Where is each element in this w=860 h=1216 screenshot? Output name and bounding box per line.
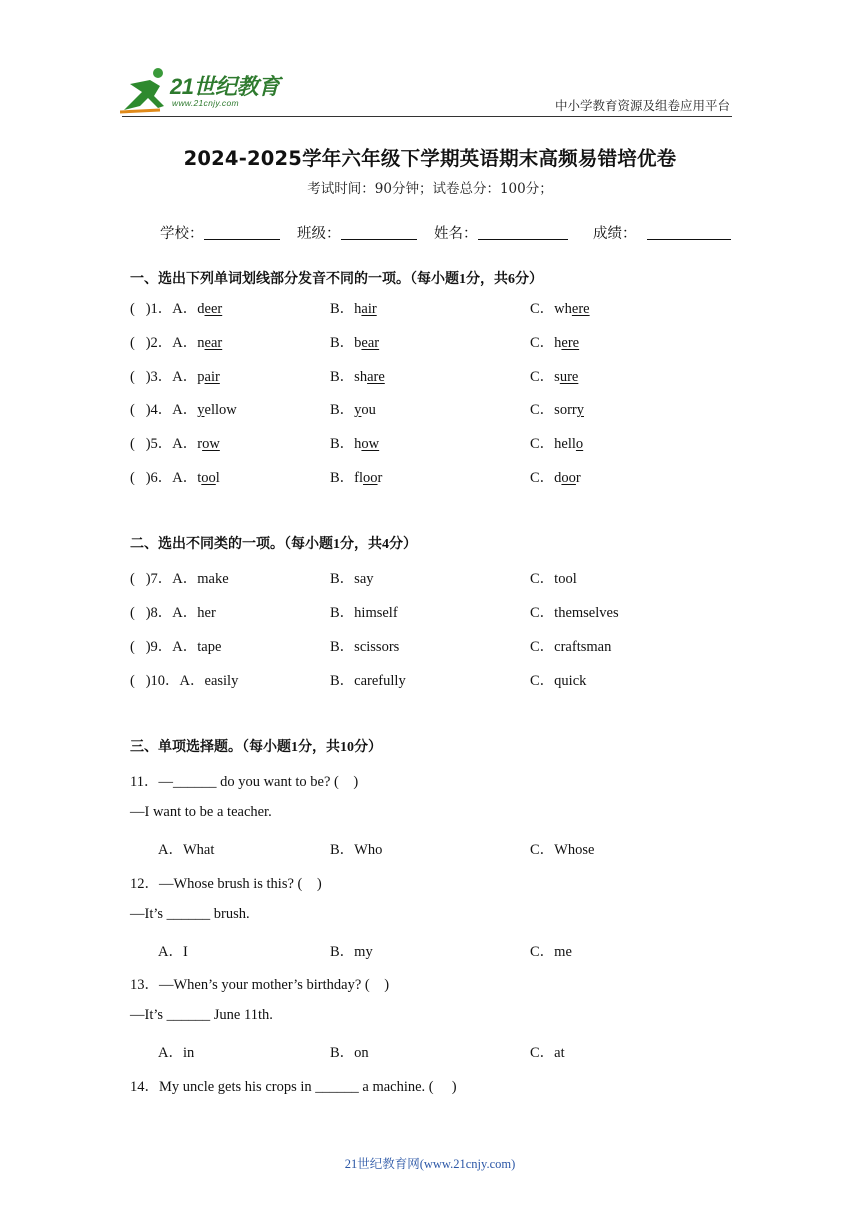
option-c: C．here xyxy=(530,335,580,351)
option-c[interactable]: C．at xyxy=(530,1045,565,1061)
option-c: C．sorry xyxy=(530,402,584,418)
question-13-options xyxy=(130,1041,730,1061)
question-row xyxy=(130,365,730,385)
option-c[interactable]: C．me xyxy=(530,944,572,960)
underlined-part: y xyxy=(576,402,584,418)
header-divider xyxy=(122,116,732,117)
option-c: C．where xyxy=(530,301,590,317)
option-a: ( )2．A．near xyxy=(130,335,223,351)
option-a: ( )4．A．yellow xyxy=(130,402,237,418)
underlined-part: ure xyxy=(559,369,579,385)
class-label: 班级： xyxy=(297,226,341,242)
option-b[interactable]: B．my xyxy=(330,944,373,960)
option-b: B．how xyxy=(330,436,380,452)
underlined-part: air xyxy=(361,301,377,317)
question-11: 11．—______ do you want to be? ( ) xyxy=(130,774,359,790)
underlined-part: air xyxy=(204,369,220,385)
question-12: 12．—Whose brush is this? ( ) xyxy=(130,876,322,892)
question-row: ( )8．A．her B．himself C．themselves xyxy=(130,605,619,621)
question-row: ( )10．A．easily B．carefully C．quick xyxy=(130,673,587,689)
question-12-options xyxy=(130,940,730,960)
question-13-reply: —It’s ______ June 11th. xyxy=(130,1007,273,1023)
question-row: ( )7．A．make B．say C．tool xyxy=(130,571,577,587)
underlined-part: are xyxy=(367,369,385,385)
option-a[interactable]: A．I xyxy=(158,944,188,960)
page-title: 2024-2025学年六年级下学期英语期末高频易错培优卷 xyxy=(183,147,677,170)
question-12-reply: —It’s ______ brush. xyxy=(130,906,250,922)
option-b[interactable]: B．Who xyxy=(330,842,383,858)
school-label: 学校： xyxy=(160,226,204,242)
underlined-part: oo xyxy=(363,470,378,486)
question-row: ( )9．A．tape B．scissors C．craftsman xyxy=(130,639,612,655)
exam-info: 考试时间：90分钟；试卷总分：100分； xyxy=(307,181,553,197)
underlined-part: eer xyxy=(204,301,223,317)
platform-name: 中小学教育资源及组卷应用平台 xyxy=(554,98,730,113)
underlined-part: oo xyxy=(201,470,216,486)
logo-text: 21世纪教育 xyxy=(170,74,280,99)
option-b: B．share xyxy=(330,369,385,385)
score-blank[interactable] xyxy=(647,225,731,240)
option-b: B．you xyxy=(330,402,376,418)
question-row xyxy=(130,398,730,418)
footer-link[interactable]: 21世纪教育网(www.21cnjy.com) xyxy=(344,1157,516,1171)
option-c: C．hello xyxy=(530,436,584,452)
section2-title: 二、选出不同类的一项。（每小题1分，共4分） xyxy=(130,536,417,552)
name-blank[interactable] xyxy=(478,225,568,240)
class-field xyxy=(297,222,417,243)
option-a: ( )5．A．row xyxy=(130,436,220,452)
underlined-part: ere xyxy=(561,335,580,351)
option-a: ( )6．A．tool xyxy=(130,470,220,486)
name-label: 姓名： xyxy=(434,226,478,242)
logo xyxy=(120,66,295,116)
underlined-part: ear xyxy=(204,335,223,351)
question-11-options xyxy=(130,838,730,858)
underlined-part: ow xyxy=(202,436,220,452)
name-field xyxy=(434,222,568,243)
question-row xyxy=(130,297,730,317)
option-b: B．hair xyxy=(330,301,377,317)
section1-title: 一、选出下列单词划线部分发音不同的一项。（每小题1分，共6分） xyxy=(130,271,543,287)
option-a: ( )3．A．pair xyxy=(130,369,220,385)
logo-url: www.21cnjy.com xyxy=(172,98,239,108)
underlined-part: ear xyxy=(361,335,380,351)
question-13: 13．—When’s your mother’s birthday? ( ) xyxy=(130,977,390,993)
class-blank[interactable] xyxy=(341,225,417,240)
question-14: 14．My uncle gets his crops in ______ a machine. ( ) xyxy=(130,1079,457,1095)
option-c[interactable]: C．Whose xyxy=(530,842,595,858)
option-b: B．floor xyxy=(330,470,383,486)
question-row xyxy=(130,432,730,452)
underlined-part: y xyxy=(354,402,362,418)
runner-logo-icon xyxy=(120,66,172,114)
underlined-part: o xyxy=(575,436,584,452)
underlined-part: ere xyxy=(571,301,590,317)
option-a[interactable]: A．What xyxy=(158,842,215,858)
question-row xyxy=(130,331,730,351)
question-row xyxy=(130,466,730,486)
question-11-reply: —I want to be a teacher. xyxy=(130,804,272,820)
school-blank[interactable] xyxy=(204,225,280,240)
underlined-part: y xyxy=(197,402,205,418)
underlined-part: oo xyxy=(561,470,576,486)
score-label: 成绩： xyxy=(593,226,637,242)
option-a: ( )1．A．deer xyxy=(130,301,223,317)
section3-title: 三、单项选择题。（每小题1分，共10分） xyxy=(130,739,382,755)
score-field xyxy=(593,222,731,243)
option-b: B．bear xyxy=(330,335,380,351)
school-field xyxy=(160,222,280,243)
option-b[interactable]: B．on xyxy=(330,1045,369,1061)
option-c: C．door xyxy=(530,470,581,486)
option-c: C．sure xyxy=(530,369,579,385)
underlined-part: ow xyxy=(361,436,380,452)
option-a[interactable]: A．in xyxy=(158,1045,195,1061)
